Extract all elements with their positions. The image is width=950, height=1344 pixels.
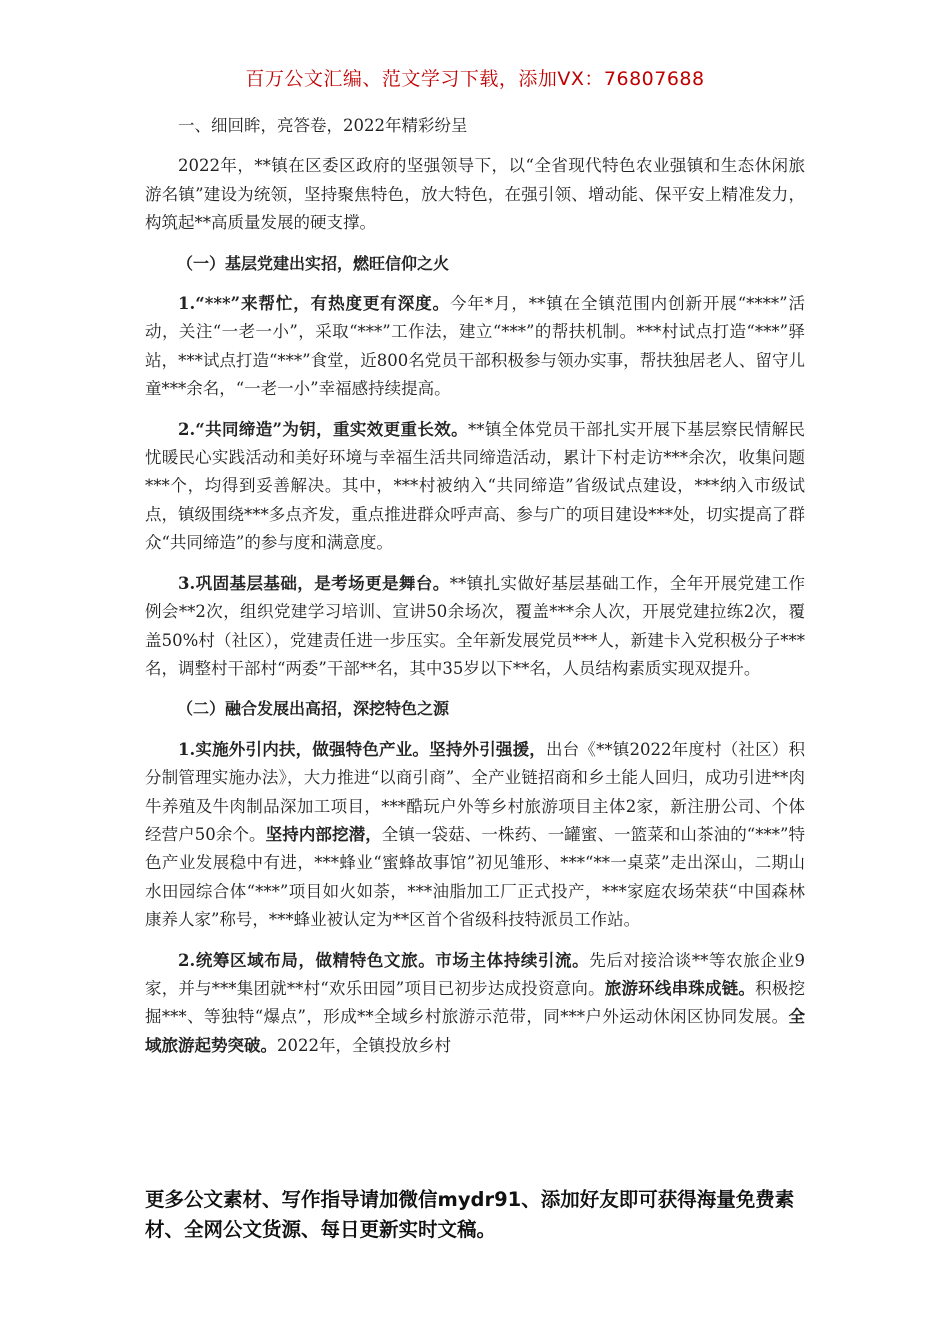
promo-banner: 百万公文汇编、范文学习下载，添加VX：76807688 [245,68,705,90]
paragraph-lead: 坚持内部挖潜， [265,824,382,844]
paragraph-text: **镇全体党员干部扎实开展下基层察民情解民忧暖民心实践活动和美好环境与幸福生活共同缔造活动，累计下村走访***余次，收集问题***个，均得到妥善解决。其中，***村被纳入“共同缔造”省级试点建设，***纳入市级试点，镇级围绕***多点齐发，重点推进群众呼声高、参与广的项目建设***处，切实提高了群众“共同缔造”的参与度和满意度。 [145,419,805,553]
paragraph-text: **镇扎实做好基层基础工作，全年开展党建工作例会**2次，组织党建学习培训、宣讲50余场次，覆盖***余人次，开展党建拉练2次，覆盖50%村（社区），党建责任进一步压实。全年新发展党员***人，新建卡入党积极分子***名，调整村干部村“两委”干部**名，其中35岁以下**名，人员结构素质实现双提升。 [145,573,805,678]
promo-footer: 更多公文素材、写作指导请加微信mydr91、添加好友即可获得海量免费素材、全网公文货源、每日更新实时文稿。 [145,1188,795,1241]
section1-paragraph-3 [145,570,805,684]
paragraph-lead: 2.“共同缔造”为钥，重实效更重长效。 [178,419,468,439]
heading-level1: 一、细回眸，亮答卷，2022年精彩纷呈 [178,116,468,135]
section1-title: （一）基层党建出实招，燃旺信仰之火 [177,253,450,273]
section2-paragraph-1 [145,736,805,935]
section1-paragraph-1 [145,290,805,404]
paragraph-lead: 3.巩固基层基础，是考场更是舞台。 [178,573,450,593]
intro-paragraph: 2022年，**镇在区委区政府的坚强领导下，以“全省现代特色农业强镇和生态休闲旅游名镇”建设为统领，坚持聚焦特色，放大特色，在强引领、增动能、保平安上精准发力，构筑起**高质量发展的硬支撑。 [145,156,805,233]
paragraph-text: 积极挖掘***、等独特“爆点”，形成**全域乡村旅游示范带，同***户外运动休闲区协同发展。 [145,978,806,1027]
document-body [145,112,805,1072]
paragraph-lead: 1.实施外引内扶，做强特色产业。坚持外引强援， [178,739,546,759]
section2-paragraph-2 [145,947,805,1061]
paragraph-lead: 旅游环线串珠成链。 [604,978,756,998]
paragraph-text: 全镇一袋菇、一株药、一罐蜜、一篮菜和山茶油的“***”特色产业发展稳中有进，***蜂业“蜜蜂故事馆”初见雏形、***“**一桌菜”走出深山，二期山水田园综合体“***”项目如火如荼，***油脂加工厂正式投产，***家庭农场荣获“中国森林康养人家”称号，***蜂业被认定为**区首个省级科技特派员工作站。 [145,824,806,930]
paragraph-lead: 1.“***”来帮忙，有热度更有深度。 [178,294,450,314]
paragraph-text: 2022年，全镇投放乡村 [277,1035,451,1055]
section2-title: （二）融合发展出高招，深挖特色之源 [177,699,450,719]
paragraph-text: 先后对接洽谈**等农旅企业9家，并与***集团就**村“欢乐田园”项目已初步达成投资意向。 [145,950,806,998]
paragraph-lead: 全域旅游起势突破。 [145,1007,805,1055]
paragraph-text: 今年*月，**镇在全镇范围内创新开展“****”活动，关注“一老一小”，采取“***”工作法，建立“***”的帮扶机制。***村试点打造“***”驿站，***试点打造“***”食堂，近800名党员干部积极参与领办实事，帮扶独居老人、留守儿童***余名，“一老一小”幸福感持续提高。 [145,294,805,399]
paragraph-text: 出台《**镇2022年度村（社区）积分制管理实施办法》，大力推进“以商引商”、全产业链招商和乡土能人回归，成功引进**肉牛养殖及牛肉制品深加工项目，***酷玩户外等乡村旅游项目主体2家，新注册公司、个体经营户50余个。 [145,739,805,844]
section1-paragraph-2 [145,416,805,558]
paragraph-lead: 2.统筹区域布局，做精特色文旅。市场主体持续引流。 [178,950,590,970]
